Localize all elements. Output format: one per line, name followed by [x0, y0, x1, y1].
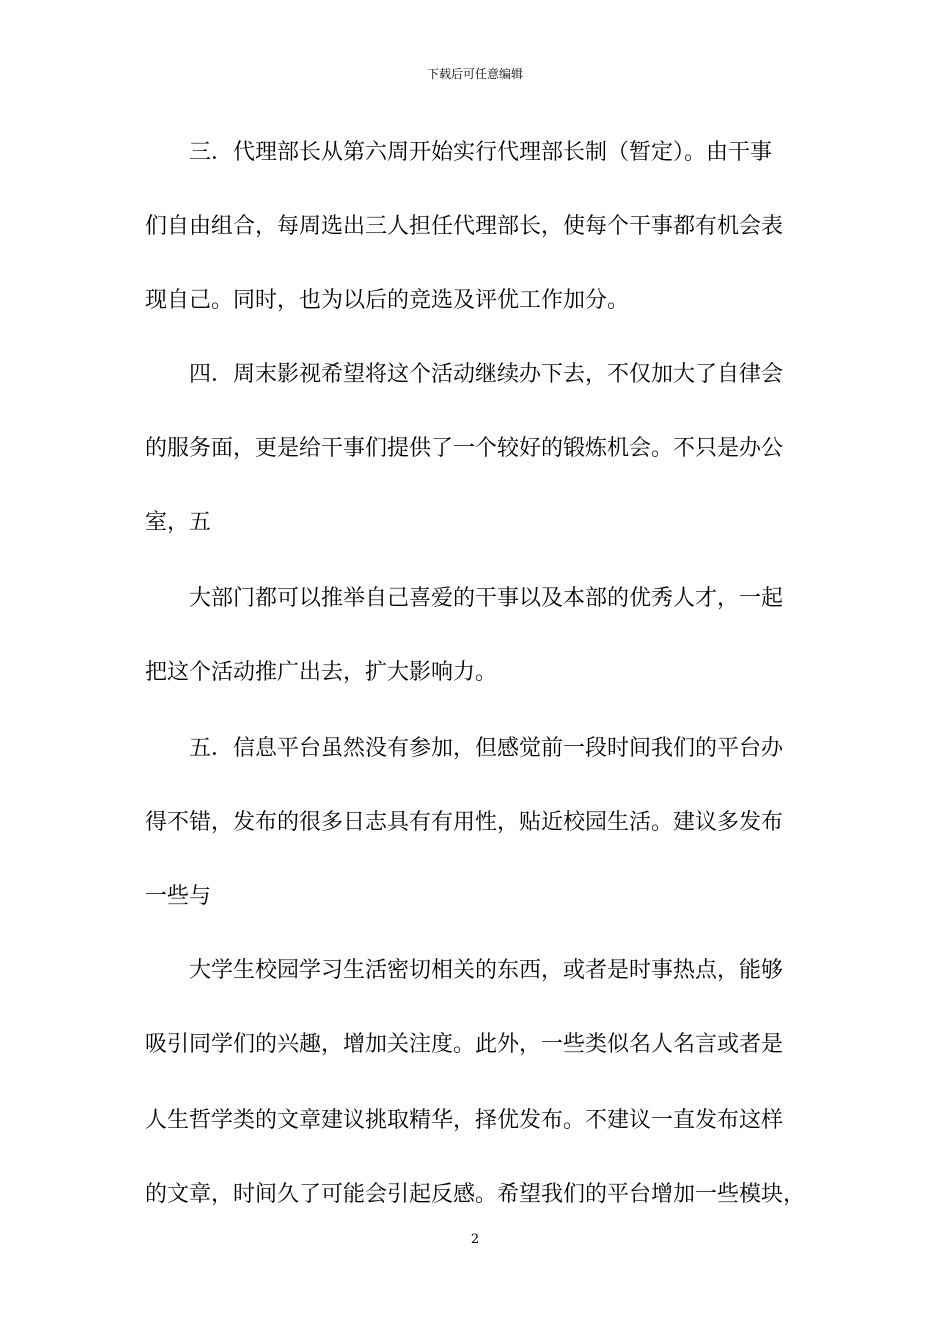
page-number: 2 — [470, 1232, 480, 1247]
paragraph-line: 的服务面，更是给干事们提供了一个较好的锻炼机会。不只是办公 — [145, 436, 784, 461]
paragraph-line: 一些与 — [145, 884, 212, 909]
paragraph-line: 们自由组合，每周选出三人担任代理部长，使每个干事都有机会表 — [145, 214, 784, 239]
paragraph-line: 人生哲学类的文章建议挑取精华，择优发布。不建议一直发布这样 — [145, 1108, 784, 1133]
page-header: 下载后可任意编辑 — [426, 67, 523, 81]
paragraph-line: 把这个活动推广出去，扩大影响力。 — [145, 660, 498, 685]
paragraph-line: 大部门都可以推举自己喜爱的干事以及本部的优秀人才，一起 — [189, 586, 784, 611]
paragraph-line: 五．信息平台虽然没有参加，但感觉前一段时间我们的平台办 — [189, 736, 784, 761]
paragraph-line: 的文章，时间久了可能会引起反感。希望我们的平台增加一些模块， — [145, 1182, 806, 1207]
paragraph-line: 四．周末影视希望将这个活动继续办下去，不仅加大了自律会 — [189, 362, 784, 387]
paragraph-line: 现自己。同时，也为以后的竞选及评优工作加分。 — [145, 288, 630, 313]
paragraph-line: 得不错，发布的很多日志具有有用性，贴近校园生活。建议多发布 — [145, 810, 784, 835]
paragraph-line: 大学生校园学习生活密切相关的东西，或者是时事热点，能够 — [189, 958, 784, 983]
paragraph-line: 三．代理部长从第六周开始实行代理部长制（暂定）。由干事 — [189, 140, 773, 165]
paragraph-line: 吸引同学们的兴趣，增加关注度。此外，一些类似名人名言或者是 — [145, 1032, 784, 1057]
paragraph-line: 室，五 — [145, 510, 212, 535]
